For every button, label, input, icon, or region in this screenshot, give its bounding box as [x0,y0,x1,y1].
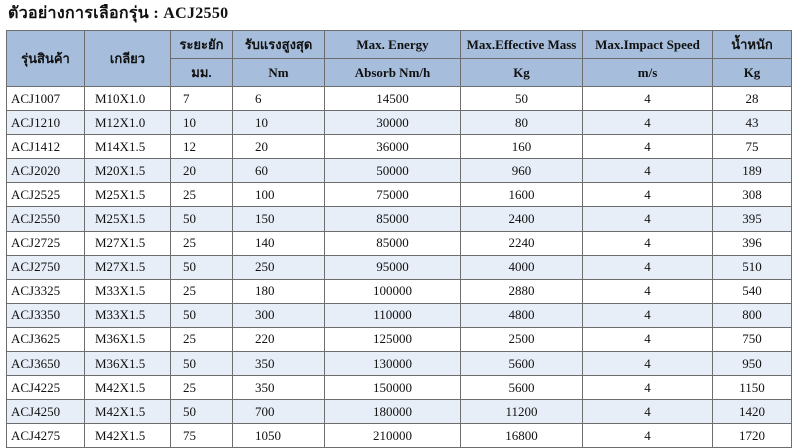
header-model: รุ่นสินค้า [7,31,85,87]
cell-stroke: 7 [171,87,233,111]
cell-thread: M33X1.5 [85,279,171,303]
cell-max-energy: 125000 [325,327,461,351]
cell-max-mass: 5600 [461,352,583,376]
cell-impact-speed: 4 [583,87,713,111]
cell-max-mass: 960 [461,159,583,183]
cell-model: ACJ3350 [7,303,85,327]
cell-max-mass: 2500 [461,327,583,351]
cell-max-energy: 150000 [325,376,461,400]
cell-max-energy: 50000 [325,159,461,183]
cell-max-mass: 2400 [461,207,583,231]
table-body [7,87,792,448]
cell-weight: 950 [713,352,792,376]
table-row [7,183,792,207]
table-header [7,31,792,87]
cell-thread: M10X1.0 [85,87,171,111]
cell-impact-speed: 4 [583,231,713,255]
cell-max-force: 250 [233,255,325,279]
header-energy-unit: Absorb Nm/h [325,59,461,87]
header-weight-unit: Kg [713,59,792,87]
cell-impact-speed: 4 [583,376,713,400]
cell-model: ACJ2725 [7,231,85,255]
cell-impact-speed: 4 [583,327,713,351]
header-speed-unit: m/s [583,59,713,87]
cell-max-mass: 16800 [461,424,583,448]
cell-max-energy: 75000 [325,183,461,207]
cell-max-energy: 30000 [325,111,461,135]
cell-max-force: 60 [233,159,325,183]
cell-weight: 1720 [713,424,792,448]
cell-max-mass: 1600 [461,183,583,207]
cell-model: ACJ4250 [7,400,85,424]
header-force: รับแรงสูงสุด [233,31,325,59]
cell-model: ACJ4225 [7,376,85,400]
cell-model: ACJ1007 [7,87,85,111]
cell-model: ACJ1412 [7,135,85,159]
cell-stroke: 25 [171,279,233,303]
cell-max-force: 300 [233,303,325,327]
cell-max-mass: 2880 [461,279,583,303]
cell-impact-speed: 4 [583,207,713,231]
cell-model: ACJ2550 [7,207,85,231]
cell-max-energy: 85000 [325,207,461,231]
cell-max-force: 350 [233,376,325,400]
cell-impact-speed: 4 [583,183,713,207]
cell-max-energy: 14500 [325,87,461,111]
table-row [7,159,792,183]
cell-impact-speed: 4 [583,255,713,279]
cell-max-mass: 4800 [461,303,583,327]
cell-stroke: 50 [171,207,233,231]
cell-impact-speed: 4 [583,279,713,303]
header-speed: Max.Impact Speed [583,31,713,59]
table-row [7,424,792,448]
cell-stroke: 25 [171,376,233,400]
cell-max-energy: 130000 [325,352,461,376]
cell-model: ACJ3325 [7,279,85,303]
cell-thread: M25X1.5 [85,207,171,231]
cell-model: ACJ1210 [7,111,85,135]
cell-weight: 1420 [713,400,792,424]
cell-max-energy: 95000 [325,255,461,279]
header-force-unit: Nm [233,59,325,87]
cell-weight: 750 [713,327,792,351]
cell-weight: 43 [713,111,792,135]
cell-impact-speed: 4 [583,400,713,424]
cell-weight: 395 [713,207,792,231]
cell-impact-speed: 4 [583,135,713,159]
cell-weight: 1150 [713,376,792,400]
table-row [7,400,792,424]
cell-impact-speed: 4 [583,424,713,448]
cell-impact-speed: 4 [583,352,713,376]
cell-max-force: 700 [233,400,325,424]
cell-stroke: 50 [171,400,233,424]
cell-max-force: 6 [233,87,325,111]
cell-max-force: 180 [233,279,325,303]
cell-max-force: 10 [233,111,325,135]
table-row [7,135,792,159]
cell-max-energy: 180000 [325,400,461,424]
cell-weight: 396 [713,231,792,255]
cell-thread: M42X1.5 [85,424,171,448]
table-row [7,255,792,279]
cell-max-mass: 160 [461,135,583,159]
cell-impact-speed: 4 [583,159,713,183]
cell-thread: M25X1.5 [85,183,171,207]
cell-max-energy: 36000 [325,135,461,159]
cell-max-mass: 4000 [461,255,583,279]
table-row [7,327,792,351]
cell-model: ACJ3625 [7,327,85,351]
table-row [7,231,792,255]
cell-stroke: 25 [171,327,233,351]
header-stroke: ระยะยัก [171,31,233,59]
cell-impact-speed: 4 [583,111,713,135]
cell-stroke: 50 [171,303,233,327]
header-mass-unit: Kg [461,59,583,87]
table-row [7,87,792,111]
cell-max-force: 220 [233,327,325,351]
header-row-1 [7,31,792,59]
cell-weight: 28 [713,87,792,111]
cell-max-energy: 100000 [325,279,461,303]
table-row [7,303,792,327]
table-row [7,111,792,135]
cell-stroke: 75 [171,424,233,448]
cell-stroke: 50 [171,352,233,376]
header-weight: น้ำหนัก [713,31,792,59]
cell-stroke: 10 [171,111,233,135]
cell-weight: 510 [713,255,792,279]
cell-max-mass: 11200 [461,400,583,424]
cell-max-force: 150 [233,207,325,231]
cell-max-mass: 50 [461,87,583,111]
table-row [7,279,792,303]
page-title: ตัวอย่างการเลือกรุ่น : ACJ2550 [8,5,229,22]
cell-max-mass: 2240 [461,231,583,255]
cell-stroke: 50 [171,255,233,279]
cell-model: ACJ3650 [7,352,85,376]
cell-weight: 308 [713,183,792,207]
cell-model: ACJ4275 [7,424,85,448]
cell-thread: M42X1.5 [85,376,171,400]
cell-max-force: 1050 [233,424,325,448]
cell-max-force: 20 [233,135,325,159]
cell-max-force: 140 [233,231,325,255]
cell-max-mass: 5600 [461,376,583,400]
cell-max-force: 350 [233,352,325,376]
table-row [7,376,792,400]
header-stroke-unit: มม. [171,59,233,87]
cell-thread: M36X1.5 [85,352,171,376]
table-row [7,352,792,376]
cell-stroke: 12 [171,135,233,159]
cell-max-energy: 110000 [325,303,461,327]
cell-weight: 800 [713,303,792,327]
cell-weight: 189 [713,159,792,183]
cell-thread: M33X1.5 [85,303,171,327]
cell-weight: 540 [713,279,792,303]
cell-model: ACJ2525 [7,183,85,207]
cell-max-energy: 210000 [325,424,461,448]
cell-max-force: 100 [233,183,325,207]
cell-thread: M12X1.0 [85,111,171,135]
cell-max-mass: 80 [461,111,583,135]
cell-thread: M36X1.5 [85,327,171,351]
header-energy: Max. Energy [325,31,461,59]
cell-model: ACJ2020 [7,159,85,183]
spec-table [6,30,792,448]
cell-stroke: 20 [171,159,233,183]
cell-thread: M27X1.5 [85,231,171,255]
header-thread: เกลียว [85,31,171,87]
cell-model: ACJ2750 [7,255,85,279]
table-row [7,207,792,231]
cell-stroke: 25 [171,183,233,207]
header-mass: Max.Effective Mass [461,31,583,59]
cell-stroke: 25 [171,231,233,255]
cell-thread: M20X1.5 [85,159,171,183]
cell-max-energy: 85000 [325,231,461,255]
cell-weight: 75 [713,135,792,159]
cell-thread: M14X1.5 [85,135,171,159]
cell-thread: M42X1.5 [85,400,171,424]
cell-impact-speed: 4 [583,303,713,327]
cell-thread: M27X1.5 [85,255,171,279]
